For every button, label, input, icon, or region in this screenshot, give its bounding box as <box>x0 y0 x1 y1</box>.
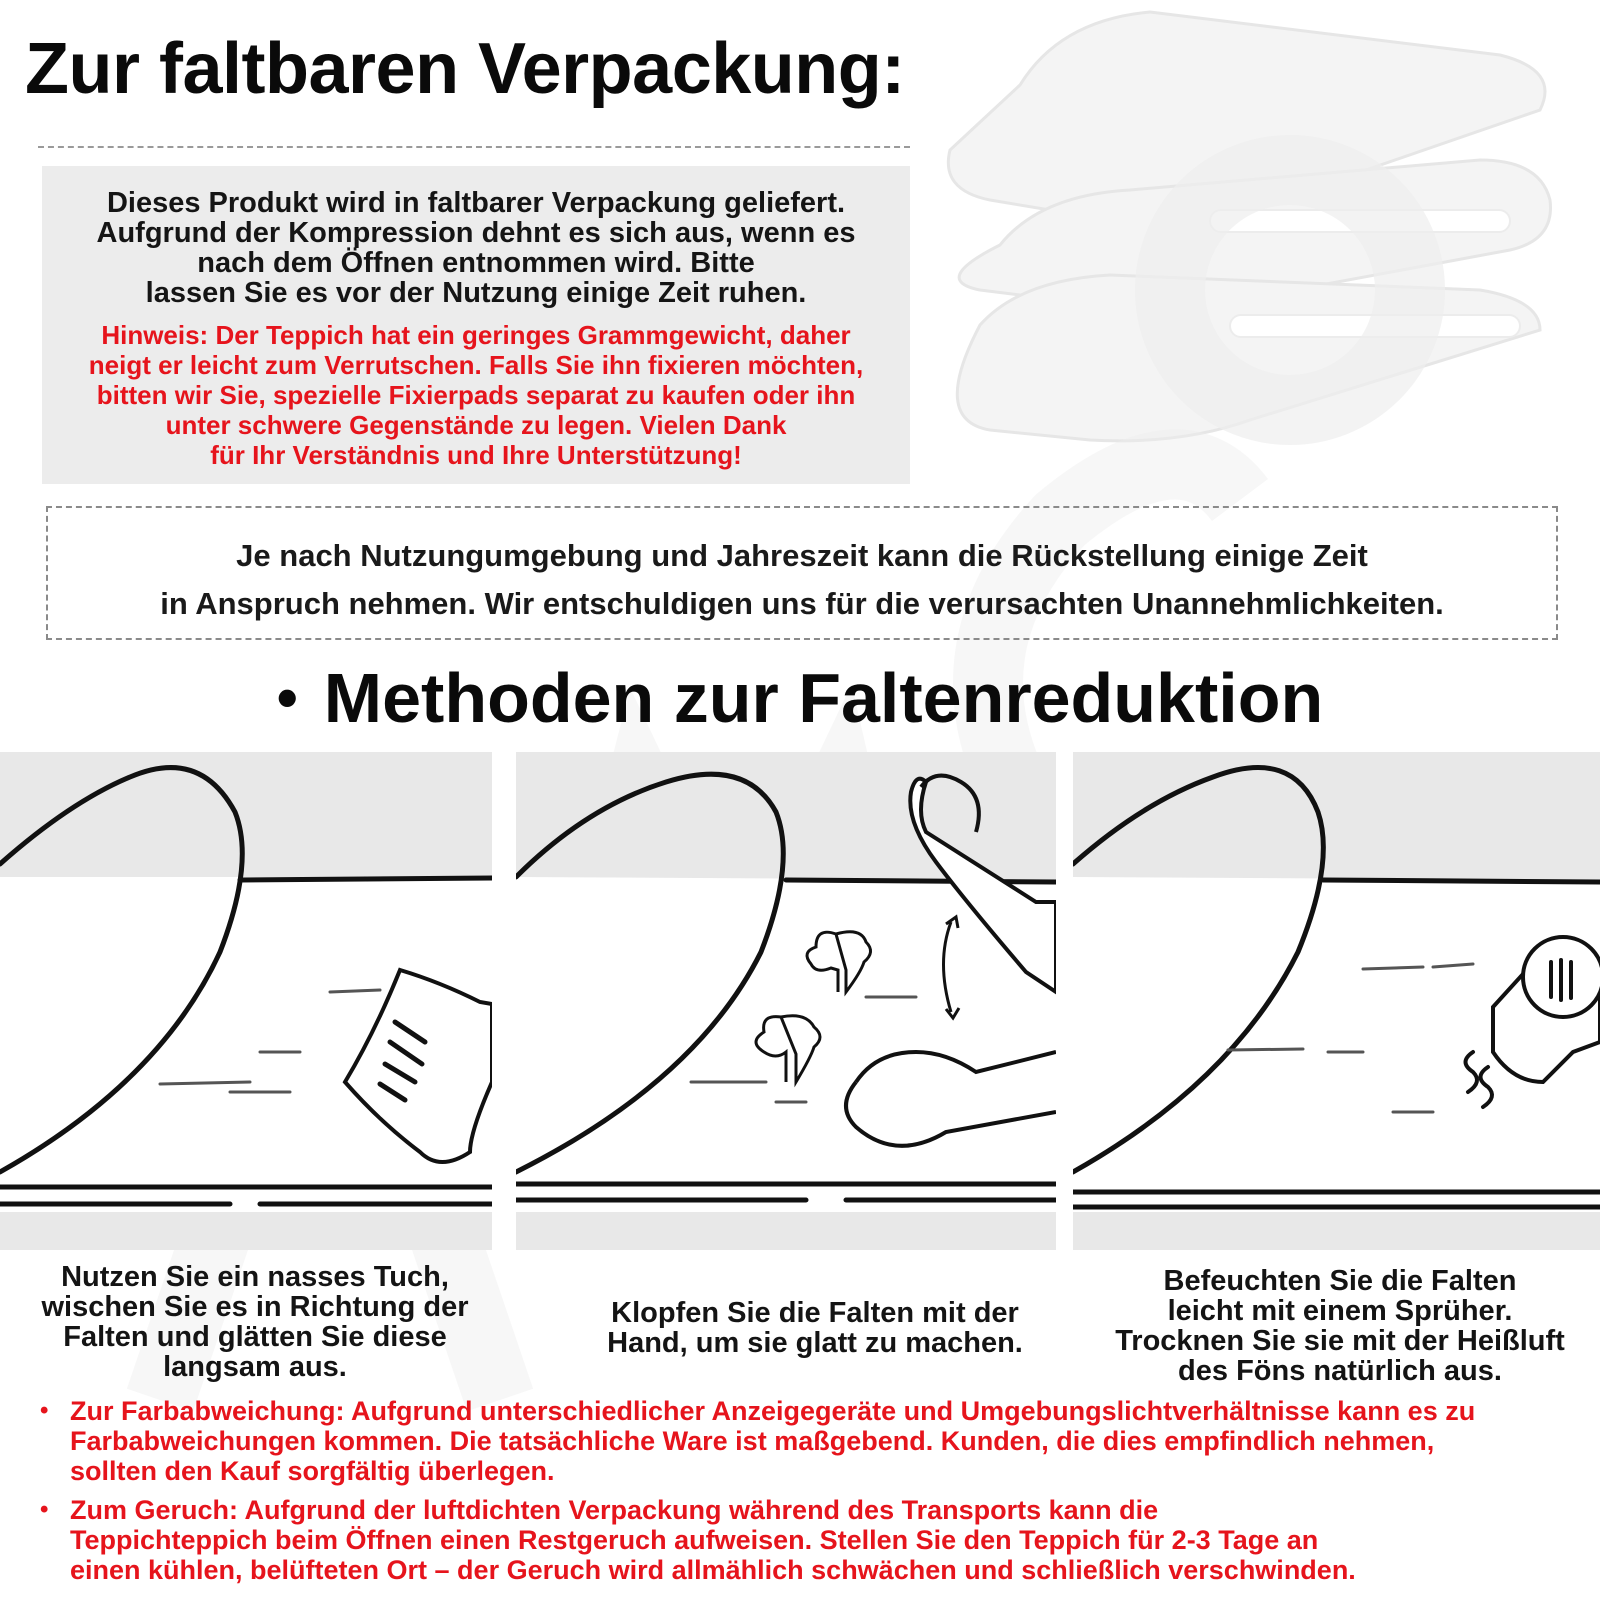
intro-note-line: unter schwere Gegenstände zu legen. Vielen Dank <box>165 410 787 440</box>
intro-line: lassen Sie es vor der Nutzung einige Zeit ruhen. <box>145 277 807 309</box>
notice-line: Je nach Nutzungumgebung und Jahreszeit kann die Rückstellung einige Zeit <box>236 538 1368 573</box>
caption-line: Klopfen Sie die Falten mit der <box>611 1297 1019 1329</box>
methods-heading-text: Methoden zur Faltenreduktion <box>323 659 1324 737</box>
intro-note-line: neigt er leicht zum Verrutschen. Falls Sie ihn fixieren möchten, <box>88 350 864 380</box>
note-line: Farbabweichungen kommen. Die tatsächliche Ware ist maßgebend. Kunden, die dies empfindlich nehmen, <box>70 1426 1435 1456</box>
title-divider <box>38 146 910 148</box>
caption-line: Trocknen Sie sie mit der Heißluft <box>1115 1325 1565 1357</box>
intro-note <box>42 320 910 470</box>
intro-line: Aufgrund der Kompression dehnt es sich aus, wenn es <box>96 217 856 249</box>
heading-bullet: • <box>276 664 298 731</box>
method-panel-hair-dryer <box>1073 752 1600 1250</box>
page-title: Zur faltbaren Verpackung: <box>25 29 905 109</box>
methods-heading <box>0 658 1600 738</box>
note-odor <box>40 1495 1580 1585</box>
notes-list <box>40 1396 1580 1594</box>
caption-wet-cloth <box>10 1262 500 1382</box>
note-color-deviation <box>40 1396 1580 1486</box>
intro-text <box>42 188 910 308</box>
notice-line: in Anspruch nehmen. Wir entschuldigen uns für die verursachten Unannehmlichkeiten. <box>160 586 1444 621</box>
method-panel-patting <box>516 752 1056 1250</box>
intro-box <box>42 166 910 484</box>
intro-note-line: Hinweis: Der Teppich hat ein geringes Grammgewicht, daher <box>101 320 851 350</box>
caption-line: leicht mit einem Sprüher. <box>1167 1295 1513 1327</box>
caption-line: Falten und glätten Sie diese <box>63 1321 447 1353</box>
caption-line: Nutzen Sie ein nasses Tuch, <box>61 1261 449 1293</box>
note-line: Teppichteppich beim Öffnen einen Restgeruch aufweisen. Stellen Sie den Teppich für 2-3 Tage an <box>70 1525 1319 1555</box>
caption-line: langsam aus. <box>163 1351 347 1383</box>
caption-line: wischen Sie es in Richtung der <box>41 1291 469 1323</box>
note-line: einen kühlen, belüfteten Ort – der Geruch wird allmählich schwächen und schließlich verschwinden. <box>70 1555 1356 1585</box>
hair-dryer-icon <box>1073 752 1600 1250</box>
caption-line: Befeuchten Sie die Falten <box>1163 1265 1517 1297</box>
intro-line: nach dem Öffnen entnommen wird. Bitte <box>197 247 755 279</box>
note-line: Zum Geruch: Aufgrund der luftdichten Verpackung während des Transports kann die <box>70 1495 1159 1525</box>
note-line: Zur Farbabweichung: Aufgrund unterschiedlicher Anzeigegeräte und Umgebungslichtverhältnisse kann es zu <box>70 1396 1476 1426</box>
caption-hair-dryer <box>1080 1266 1600 1386</box>
patting-hands-icon <box>516 752 1056 1250</box>
caption-line: Hand, um sie glatt zu machen. <box>607 1327 1023 1359</box>
intro-note-line: bitten wir Sie, spezielle Fixierpads separat zu kaufen oder ihn <box>96 380 856 410</box>
note-line: sollten den Kauf sorgfältig überlegen. <box>70 1456 555 1486</box>
caption-line: des Föns natürlich aus. <box>1178 1355 1502 1387</box>
note-bullet: • <box>40 1397 49 1424</box>
intro-line: Dieses Produkt wird in faltbarer Verpackung geliefert. <box>106 187 846 219</box>
intro-note-line: für Ihr Verständnis und Ihre Unterstützung! <box>210 440 742 470</box>
method-panel-wet-cloth <box>0 752 492 1250</box>
notice-box <box>46 506 1558 640</box>
caption-patting <box>560 1298 1070 1358</box>
wet-cloth-icon <box>0 752 492 1250</box>
note-bullet: • <box>40 1496 49 1523</box>
